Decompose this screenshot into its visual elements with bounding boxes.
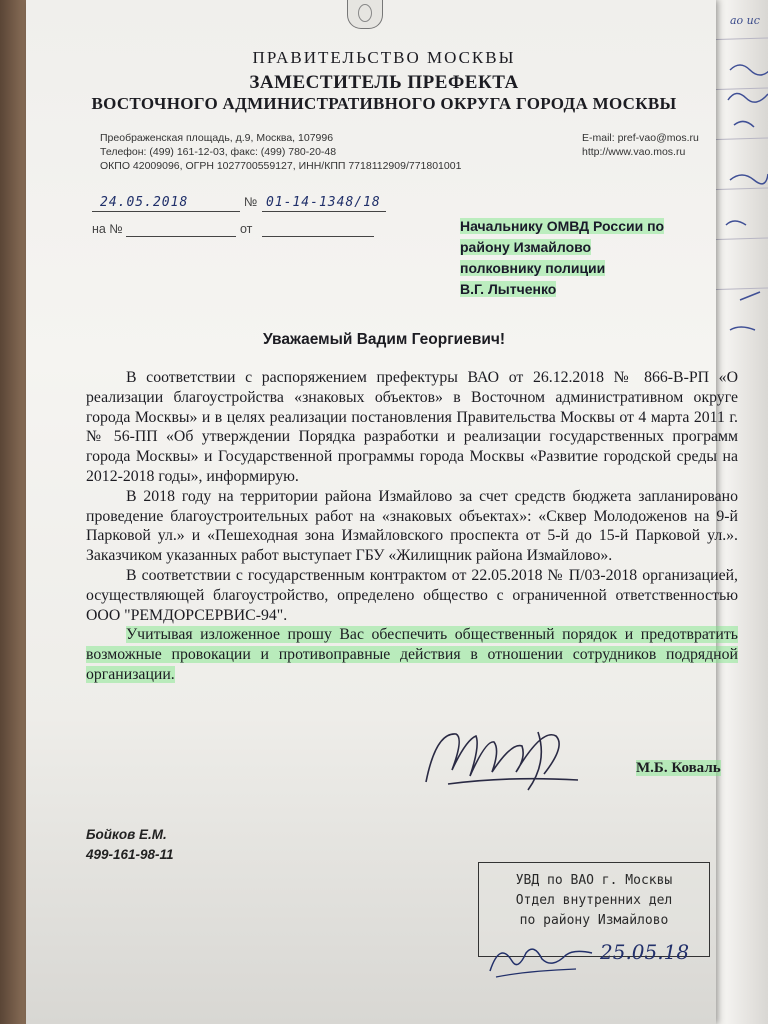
registration-date: 24.05.2018 [100, 195, 189, 210]
stamp-line: по району Измайлово [519, 913, 669, 928]
stamp-line: УВД по ВАО г. Москвы [515, 873, 673, 888]
contact-website: http://www.vao.mos.ru [582, 146, 686, 158]
addressee-block [460, 216, 664, 300]
contact-phone: Телефон: (499) 161-12-03, факс: (499) 780-20-48 [100, 146, 337, 158]
paragraph: В 2018 году на территории района Измайлово за счет средств бюджета запланировано проведение благоустроительных работ на «знаковых объектах»: «Сквер Молодоженов на 9-й Парковой ул.» и «Пешеходная зона Измайловского проспекта от 5-й до 15-й Парковой ул.». Заказчиком указанных работ выступает ГБУ «Жилищник района Измайлово». [86, 487, 738, 565]
reply-number-line [126, 236, 236, 237]
signer-name: М.Б. Коваль [636, 760, 721, 776]
letter-body [86, 368, 738, 685]
stamp-line: Отдел внутренних дел [515, 893, 673, 908]
paragraph-highlighted [86, 625, 738, 684]
reply-number-label: на № [92, 222, 123, 236]
header-district: ВОСТОЧНОГО АДМИНИСТРАТИВНОГО ОКРУГА ГОРОДА МОСКВЫ [91, 94, 677, 113]
executor-phone: 499-161-98-11 [86, 847, 174, 862]
contact-codes: ОКПО 42009096, ОГРН 1027700559127, ИНН/КПП 7718112909/771801001 [100, 160, 462, 172]
header-position: ЗАМЕСТИТЕЛЬ ПРЕФЕКТА [249, 72, 519, 93]
greeting: Уважаемый Вадим Георгиевич! [262, 331, 506, 348]
contact-email: E-mail: pref-vao@mos.ru [582, 132, 699, 144]
stamp-date: 25.05.18 [600, 940, 690, 964]
paragraph: В соответствии с распоряжением префектуры ВАО от 26.12.2018 № 866-В-РП «О реализации благоустройства «знаковых объектов» в Восточном административном округе города Москвы» и в целях реализации постановления Правительства Москвы от 4 марта 2011 г. № 56-ПП «Об утверждении Порядка разработки и реализации государственных программ города Москвы» и Государственной программы города Москвы «Развитие городской среды на 2012-2018 годы», информирую. [86, 369, 738, 485]
highlighted-request: Учитывая изложенное прошу Вас обеспечить общественный порядок и предотвратить возможные провокации и противоправные действия в отношении сотрудников подрядной организации. [86, 626, 738, 683]
addressee-line: району Измайлово [460, 239, 592, 255]
coat-of-arms-emblem [347, 0, 383, 29]
reply-date-line [262, 236, 374, 237]
stamp-signature [486, 935, 596, 985]
number-underline [262, 211, 386, 212]
executor-block [86, 825, 174, 865]
header-government: ПРАВИТЕЛЬСТВО МОСКВЫ [252, 48, 516, 67]
paragraph: В соответствии с государственным контрактом от 22.05.2018 № П/03-2018 организацией, осуществляющей благоустройство, определено общество с ограниченной ответственностью ООО "РЕМДОРСЕРВИС-94". [86, 566, 738, 624]
reply-date-label: от [240, 222, 253, 236]
executor-name: Бойков Е.М. [86, 827, 167, 842]
date-underline [92, 211, 240, 212]
margin-note: ао ис [730, 14, 760, 27]
contact-address: Преображенская площадь, д.9, Москва, 107996 [100, 132, 334, 144]
handwritten-signature [418, 722, 618, 802]
number-label: № [244, 195, 258, 209]
addressee-line: Начальнику ОМВД России по [460, 218, 665, 234]
addressee-line: полковнику полиции [460, 260, 606, 276]
addressee-line: В.Г. Лытченко [460, 281, 557, 297]
desk-background-left [0, 0, 26, 1024]
registration-number: 01-14-1348/18 [266, 195, 381, 210]
